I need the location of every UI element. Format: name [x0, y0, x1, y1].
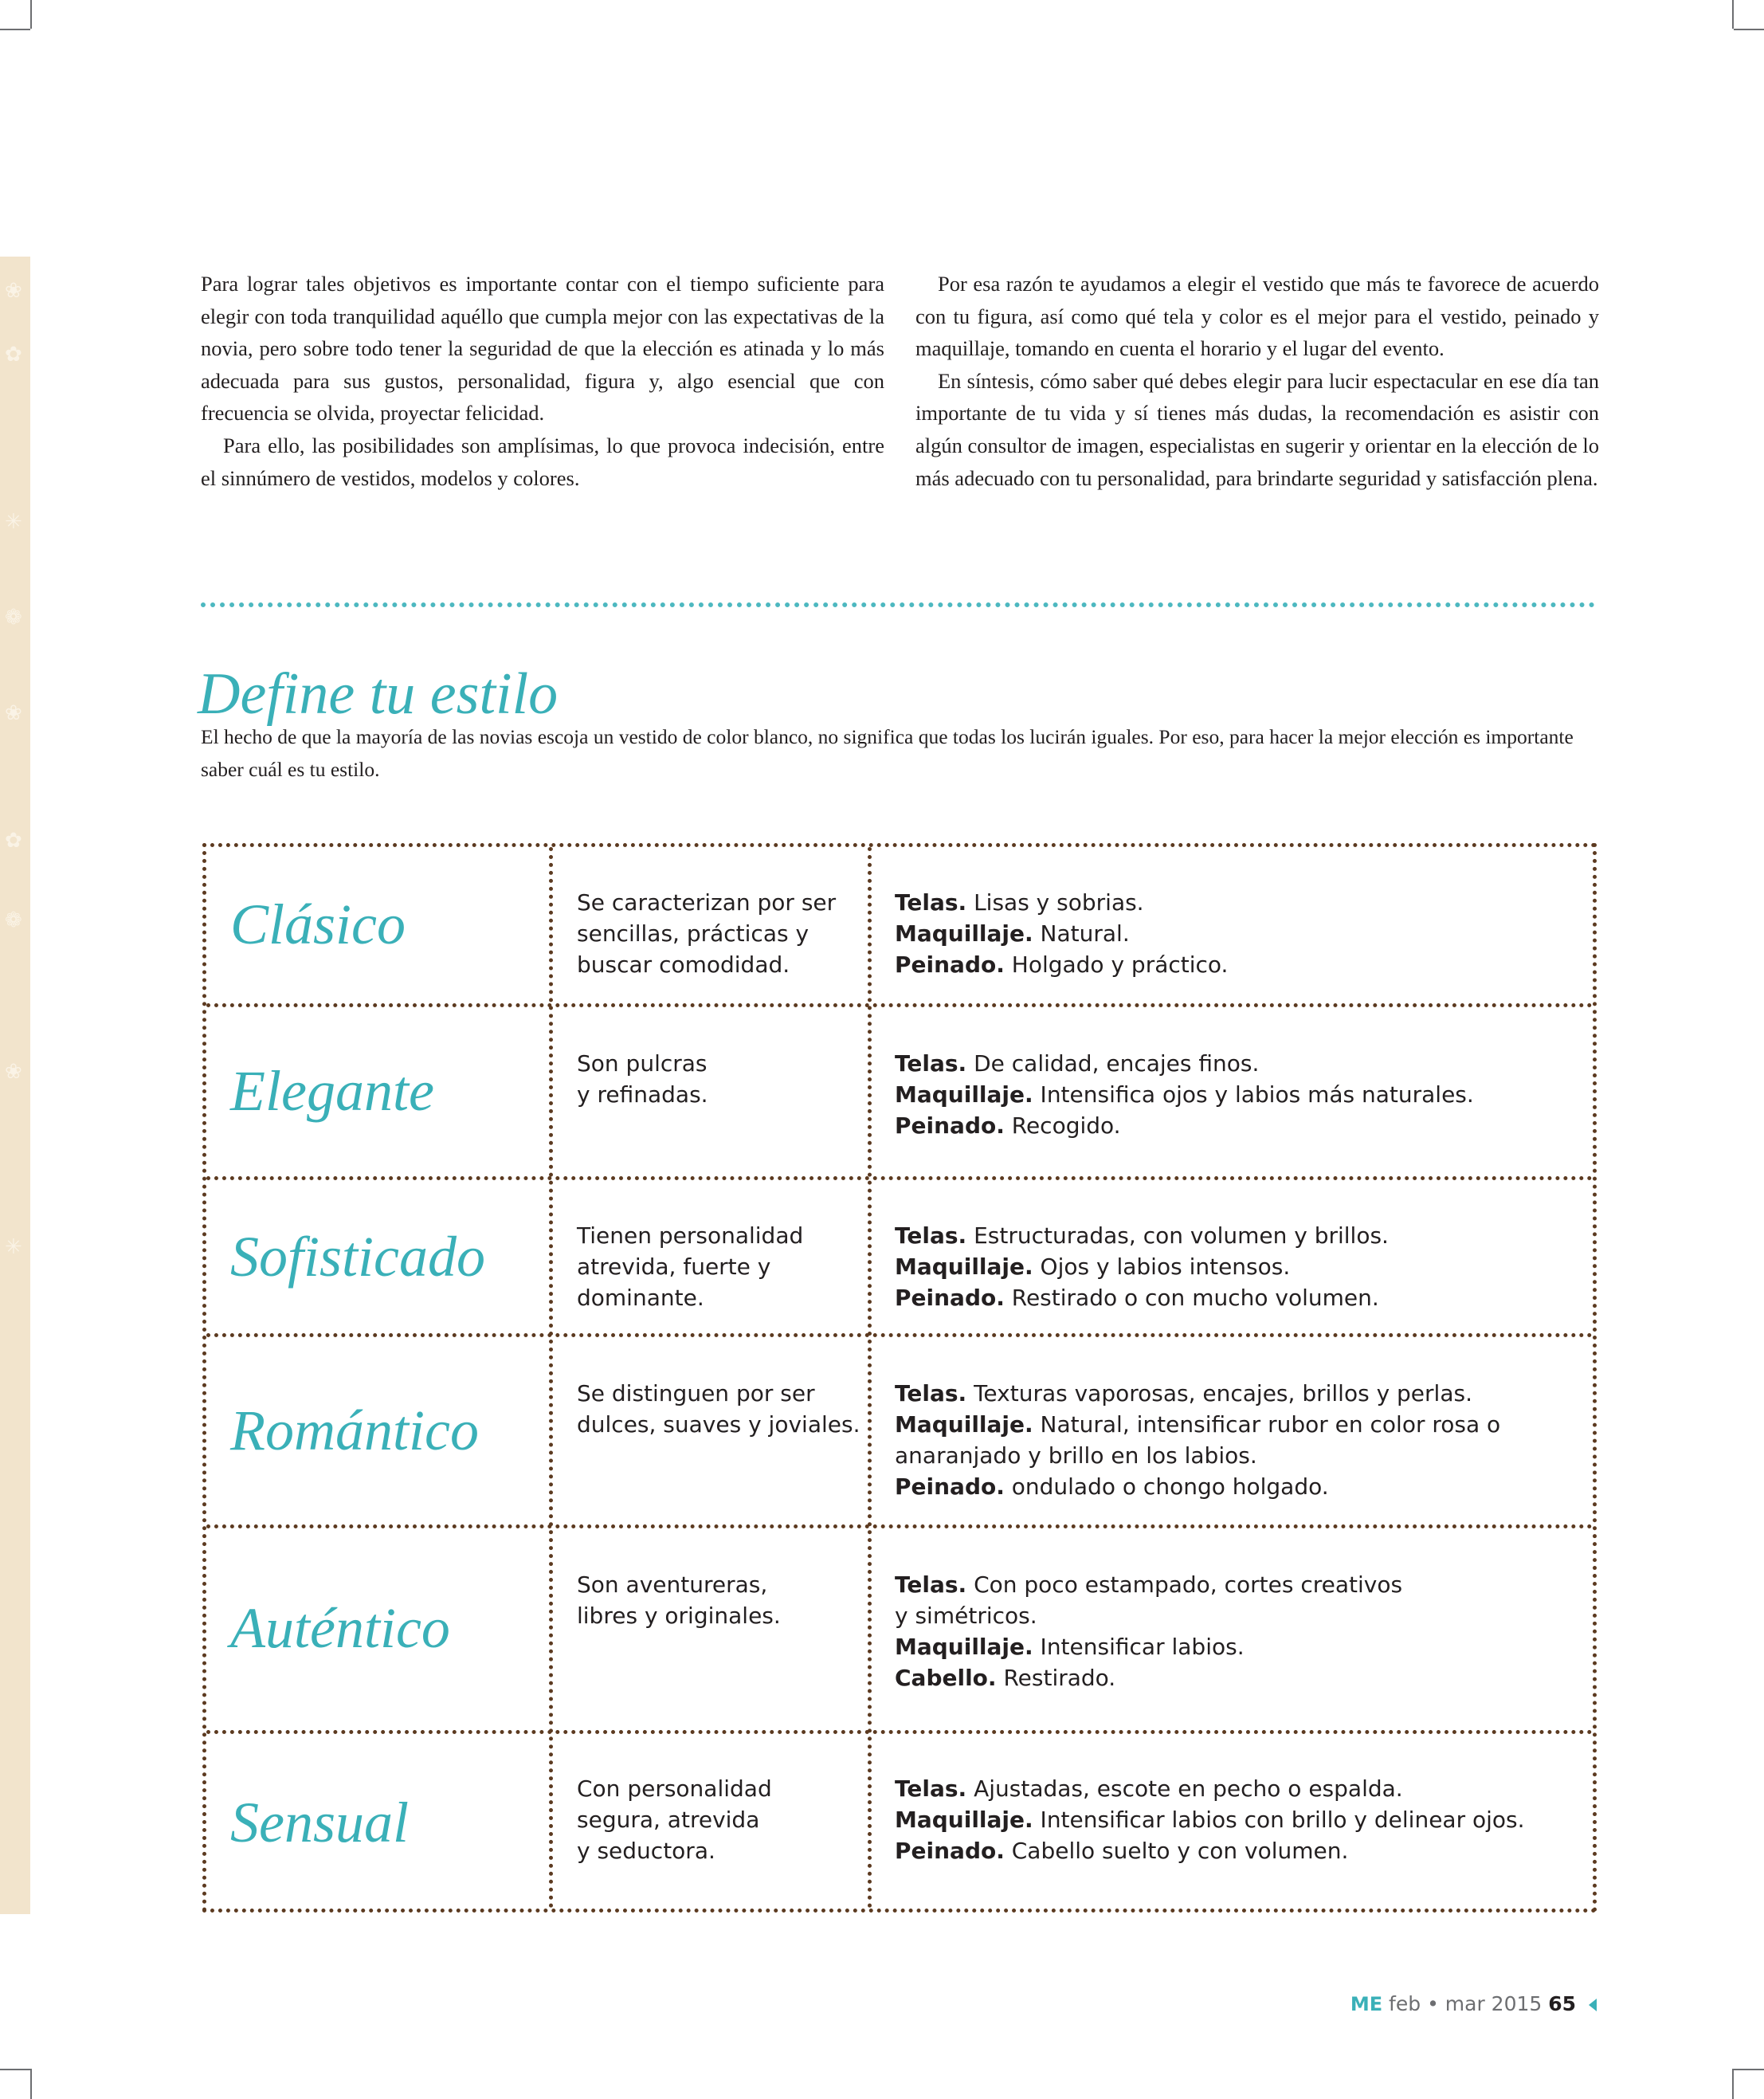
style-description: [577, 1569, 872, 1631]
attribute-line: [895, 1110, 1596, 1141]
folio-separator: •: [1427, 1992, 1439, 2015]
attribute-line: [895, 1251, 1596, 1282]
attribute-line: [895, 1409, 1596, 1440]
attribute-label: Maquillaje.: [895, 1634, 1033, 1660]
attribute-label: Telas.: [895, 1571, 967, 1598]
description-line: buscar comodidad.: [577, 951, 790, 978]
attribute-label: Maquillaje.: [895, 920, 1033, 947]
style-table: [202, 843, 1597, 1913]
intro-paragraph: Por esa razón te ayudamos a elegir el vestido que más te favorece de acuerdo con tu figura, así como qué tela y color es el mejor para el vestido, peinado y maquillaje, tomando en cuenta el horario y el lugar del evento.: [915, 272, 1599, 361]
attribute-label: Maquillaje.: [895, 1411, 1033, 1438]
attribute-line: [895, 1804, 1596, 1835]
attribute-line: [895, 1378, 1596, 1409]
intro-paragraph: Para ello, las posibilidades son amplísimas, lo que provoca indecisión, entre el sinnúmero de vestidos, modelos y colores.: [201, 433, 884, 490]
snowflake-ornament-icon: ✳: [5, 510, 22, 534]
style-name: Clásico: [230, 893, 406, 956]
attribute-text: Recogido.: [1004, 1112, 1121, 1139]
crop-mark-top-right-h: [1734, 29, 1764, 30]
attribute-text: Ojos y labios intensos.: [1033, 1254, 1291, 1280]
description-line: Con personalidad: [577, 1775, 772, 1802]
description-line: dulces, suaves y joviales.: [577, 1411, 860, 1438]
page-folio: [1350, 1992, 1597, 2015]
swirl-ornament-icon: ✿: [5, 343, 22, 367]
row-divider: [206, 1524, 1593, 1528]
flower-ornament-icon: ❀: [5, 1060, 22, 1084]
description-line: Tienen personalidad: [577, 1222, 804, 1249]
attribute-text: Holgado y práctico.: [1004, 951, 1229, 978]
attribute-line: [895, 1440, 1596, 1471]
style-description: [577, 1378, 872, 1440]
triangle-left-icon: [1589, 1999, 1597, 2011]
attribute-text: Restirado o con mucho volumen.: [1004, 1285, 1379, 1311]
description-line: dominante.: [577, 1285, 704, 1311]
style-attributes: [895, 1378, 1596, 1502]
attribute-text: Estructuradas, con volumen y brillos.: [966, 1222, 1389, 1249]
description-line: Se distinguen por ser: [577, 1380, 815, 1407]
decorative-side-strip: [0, 257, 30, 1914]
attribute-line: [895, 918, 1596, 949]
attribute-label: Maquillaje.: [895, 1254, 1033, 1280]
attribute-line: [895, 1471, 1596, 1502]
description-line: segura, atrevida: [577, 1807, 760, 1833]
swirl-ornament-icon: ❁: [5, 908, 22, 932]
attribute-label: Maquillaje.: [895, 1081, 1033, 1108]
style-attributes: [895, 1569, 1596, 1693]
row-divider: [206, 1003, 1593, 1007]
attribute-label: Telas.: [895, 889, 967, 916]
attribute-line: [895, 1220, 1596, 1251]
description-line: libres y originales.: [577, 1603, 781, 1629]
attribute-line: [895, 1569, 1596, 1600]
attribute-label: Maquillaje.: [895, 1807, 1033, 1833]
attribute-line: [895, 1079, 1596, 1110]
crop-mark-top-left-h: [0, 29, 30, 30]
attribute-label: Telas.: [895, 1050, 967, 1077]
issue-month-start: feb: [1389, 1992, 1421, 2015]
attribute-text: De calidad, encajes finos.: [966, 1050, 1260, 1077]
intro-paragraph: En síntesis, cómo saber qué debes elegir para lucir espectacular en ese día tan importante de tu vida y sí tienes más dudas, la recomendación es asistir con algún consultor de imagen, especialistas en sugerir y orientar en la elección de lo más adecuado con tu personalidad, para brindarte seguridad y satisfacción plena.: [915, 368, 1599, 490]
description-line: Son aventureras,: [577, 1571, 768, 1598]
issue-month-end: mar: [1445, 1992, 1485, 2015]
attribute-text: Intensifica ojos y labios más naturales.: [1033, 1081, 1474, 1108]
attribute-text: Restirado.: [996, 1665, 1116, 1691]
snowflake-ornament-icon: ✳: [5, 1235, 22, 1259]
style-attributes: [895, 887, 1596, 980]
attribute-text: Intensificar labios.: [1033, 1634, 1245, 1660]
attribute-line: [895, 949, 1596, 980]
row-divider: [206, 1730, 1593, 1734]
attribute-line: [895, 1773, 1596, 1804]
row-divider: [206, 1176, 1593, 1180]
attribute-text: Intensificar labios con brillo y delinear ojos.: [1033, 1807, 1525, 1833]
description-line: Se caracterizan por ser: [577, 889, 837, 916]
attribute-line: [895, 1600, 1596, 1631]
crop-mark-bottom-left-h: [0, 2069, 30, 2070]
flower-ornament-icon: ✿: [5, 829, 22, 853]
section-title: Define tu estilo: [198, 661, 559, 727]
style-name: Auténtico: [230, 1596, 450, 1660]
issue-year: 2015: [1491, 1992, 1543, 2015]
attribute-text: Cabello suelto y con volumen.: [1004, 1838, 1349, 1864]
attribute-text: anaranjado y brillo en los labios.: [895, 1442, 1257, 1469]
intro-column-left: [201, 268, 884, 494]
style-attributes: [895, 1048, 1596, 1141]
style-description: [577, 1220, 872, 1313]
attribute-label: Telas.: [895, 1222, 967, 1249]
crop-mark-bottom-left-v: [30, 2069, 32, 2099]
attribute-text: y simétricos.: [895, 1603, 1037, 1629]
attribute-line: [895, 1282, 1596, 1313]
attribute-text: Texturas vaporosas, encajes, brillos y perlas.: [966, 1380, 1472, 1407]
description-line: Son pulcras: [577, 1050, 708, 1077]
style-name: Sensual: [230, 1791, 409, 1854]
crop-mark-top-right-v: [1732, 0, 1734, 29]
attribute-label: Peinado.: [895, 1112, 1005, 1139]
swirl-ornament-icon: ❁: [5, 606, 22, 630]
attribute-line: [895, 1662, 1596, 1693]
attribute-line: [895, 887, 1596, 918]
intro-column-right: [915, 268, 1599, 494]
section-description: El hecho de que la mayoría de las novias escoja un vestido de color blanco, no significa que todas los lucirán iguales. Por eso, para hacer la mejor elección es importante saber cuál es tu estilo.: [201, 725, 1574, 781]
style-attributes: [895, 1773, 1596, 1866]
attribute-text: Lisas y sobrias.: [966, 889, 1144, 916]
attribute-label: Peinado.: [895, 951, 1005, 978]
attribute-text: Natural.: [1033, 920, 1130, 947]
style-name: Sofisticado: [230, 1225, 485, 1289]
description-line: y refinadas.: [577, 1081, 708, 1108]
section-divider: [201, 602, 1595, 607]
crop-mark-bottom-right-h: [1734, 2069, 1764, 2070]
attribute-label: Peinado.: [895, 1285, 1005, 1311]
intro-paragraph: Para lograr tales objetivos es importante contar con el tiempo suficiente para elegir con toda tranquilidad aquéllo que cumpla mejor con las expectativas de la novia, pero sobre todo tener la seguridad de que la elección es atinada y lo más adecuada para sus gustos, personalidad, figura y, algo esencial que con frecuencia se olvida, proyectar felicidad.: [201, 272, 884, 426]
style-description: [577, 1048, 872, 1110]
style-description: [577, 887, 872, 980]
style-attributes: [895, 1220, 1596, 1313]
description-line: atrevida, fuerte y: [577, 1254, 771, 1280]
attribute-label: Peinado.: [895, 1473, 1005, 1500]
magazine-brand: ME: [1350, 1993, 1383, 2015]
style-name: Elegante: [230, 1059, 434, 1123]
swirl-ornament-icon: ❀: [5, 701, 22, 725]
attribute-text: Natural, intensificar rubor en color rosa o: [1033, 1411, 1501, 1438]
attribute-label: Telas.: [895, 1775, 967, 1802]
style-name: Romántico: [230, 1399, 479, 1462]
description-line: sencillas, prácticas y: [577, 920, 809, 947]
attribute-label: Cabello.: [895, 1665, 997, 1691]
page-number: 65: [1548, 1992, 1577, 2015]
flower-ornament-icon: ❀: [5, 279, 22, 303]
attribute-text: Ajustadas, escote en pecho o espalda.: [966, 1775, 1403, 1802]
attribute-text: ondulado o chongo holgado.: [1004, 1473, 1329, 1500]
attribute-label: Telas.: [895, 1380, 967, 1407]
style-description: [577, 1773, 872, 1866]
crop-mark-bottom-right-v: [1732, 2069, 1734, 2099]
crop-mark-top-left-v: [30, 0, 32, 29]
attribute-line: [895, 1835, 1596, 1866]
attribute-text: Con poco estampado, cortes creativos: [966, 1571, 1403, 1598]
attribute-label: Peinado.: [895, 1838, 1005, 1864]
description-line: y seductora.: [577, 1838, 715, 1864]
attribute-line: [895, 1048, 1596, 1079]
attribute-line: [895, 1631, 1596, 1662]
row-divider: [206, 1333, 1593, 1337]
